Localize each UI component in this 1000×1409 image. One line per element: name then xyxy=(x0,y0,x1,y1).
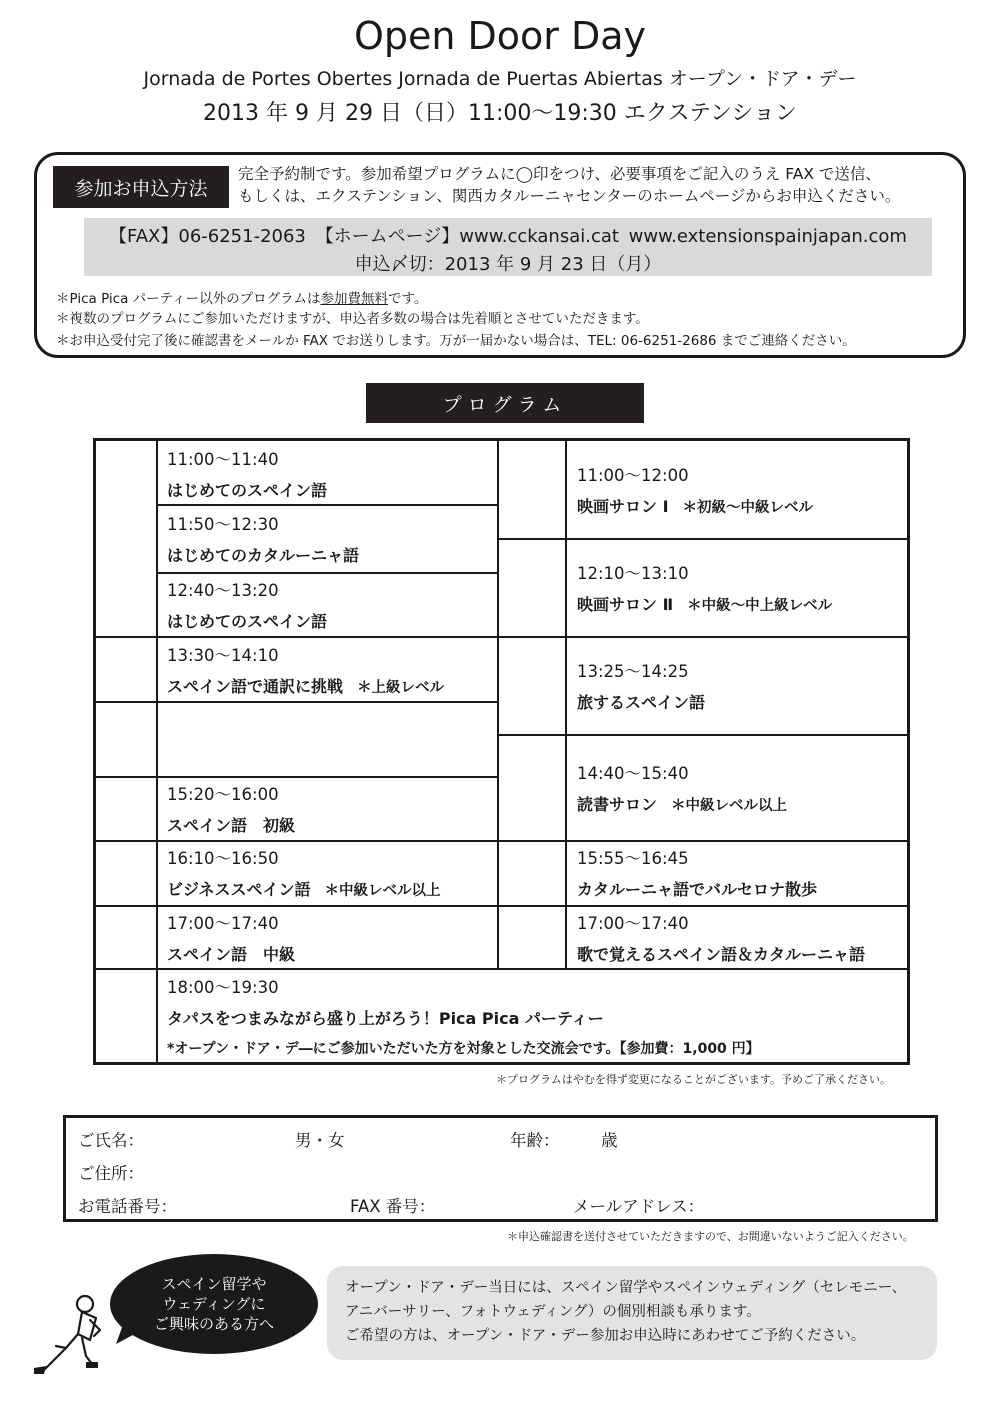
program-item-right-4 xyxy=(577,758,787,820)
program-name: 映画サロン Ⅱ xyxy=(577,595,674,614)
application-instructions xyxy=(238,163,958,207)
program-level: ＊初級〜中級レベル xyxy=(682,500,814,516)
bubble-line: ウェディングに xyxy=(162,1295,266,1313)
row-divider xyxy=(96,905,497,907)
age-field-label: 年齢： xyxy=(510,1131,560,1150)
row-divider xyxy=(156,572,497,574)
program-name: 映画サロン Ⅰ xyxy=(577,497,669,516)
program-time: 11:00〜12:00 xyxy=(577,466,689,485)
program-time: 18:00〜19:30 xyxy=(167,978,279,997)
form-note: ＊申込確認書を送付させていただきますので、お間違いないようご記入ください。 xyxy=(507,1230,914,1243)
left-checkbox-divider xyxy=(156,441,158,968)
name-field-label: ご氏名： xyxy=(78,1131,144,1150)
program-item-right-5 xyxy=(577,843,817,905)
info-line: オープン・ドア・デー当日には、スペイン留学やスペインウェディング（セレモニー、 xyxy=(345,1280,907,1296)
note1-underlined: 参加費無料 xyxy=(320,291,388,307)
row-divider xyxy=(96,776,497,778)
program-name: カタルーニャ語でバルセロナ散歩 xyxy=(577,880,818,899)
application-text-line2: もしくは、エクステンション、関西カタルーニャセンターのホームページからお申込ください。 xyxy=(238,187,901,205)
program-time: 13:25〜14:25 xyxy=(577,662,689,681)
age-unit: 歳 xyxy=(601,1131,618,1150)
program-item-party xyxy=(167,972,760,1064)
note1-post: です。 xyxy=(387,291,428,307)
program-level: ＊中級〜中上級レベル xyxy=(687,598,833,614)
program-level: ＊上級レベル xyxy=(357,680,445,696)
person-figure-icon xyxy=(30,1290,120,1390)
program-name: はじめてのスペイン語 xyxy=(167,612,328,631)
program-time: 12:10〜13:10 xyxy=(577,564,689,583)
program-name: はじめてのカタルーニャ語 xyxy=(167,546,360,565)
row-divider xyxy=(497,905,910,907)
fax-field-label: FAX 番号： xyxy=(350,1197,436,1216)
application-label: 参加お申込方法 xyxy=(53,166,229,208)
row-divider xyxy=(497,840,910,842)
program-item-left-6 xyxy=(167,843,441,905)
program-time: 16:10〜16:50 xyxy=(167,849,279,868)
contact-line: 【FAX】06-6251-2063 【ホームページ】www.cckansai.cat www.extensionspainjapan.com xyxy=(109,226,907,247)
row-divider xyxy=(96,840,497,842)
row-divider xyxy=(497,734,910,736)
program-item-left-2 xyxy=(167,509,359,571)
page-title: Open Door Day xyxy=(353,14,647,58)
program-disclaimer: ＊プログラムはやむを得ず変更になることがございます。予めご了承ください。 xyxy=(496,1073,892,1086)
program-name: 歌で覚えるスペイン語＆カタルーニャ語 xyxy=(577,945,866,964)
info-line: ご希望の方は、オープン・ドア・デー参加お申込時にあわせてご予約ください。 xyxy=(345,1328,866,1344)
program-name: ビジネススペイン語 xyxy=(167,880,311,899)
program-name: スペイン語 初級 xyxy=(167,816,296,835)
program-note: *オープン・ドア・デ―にご参加いただいた方を対象とした交流会です。【参加費：1,000 円】 xyxy=(167,1041,760,1057)
gender-field: 男・女 xyxy=(295,1131,345,1150)
program-time: 13:30〜14:10 xyxy=(167,646,279,665)
program-item-right-2 xyxy=(577,558,832,620)
program-name: はじめてのスペイン語 xyxy=(167,481,328,500)
speech-bubble xyxy=(110,1254,318,1354)
bubble-line: スペイン留学や xyxy=(161,1275,267,1293)
program-header: プログラム xyxy=(366,383,644,423)
program-item-left-5 xyxy=(167,779,295,841)
program-item-left-7 xyxy=(167,908,295,970)
program-level: ＊中級レベル以上 xyxy=(671,798,788,814)
party-checkbox-divider xyxy=(156,968,158,1062)
event-date-line: 2013 年 9 月 29 日（日）11:00〜19:30 エクステンション xyxy=(203,101,797,126)
program-item-left-1 xyxy=(167,444,327,506)
program-time: 15:20〜16:00 xyxy=(167,785,279,804)
program-time: 11:00〜11:40 xyxy=(167,450,279,469)
registration-form xyxy=(63,1115,938,1222)
page-subtitle: Jornada de Portes Obertes Jornada de Puertas Abiertas オープン・ドア・デー xyxy=(143,68,857,90)
program-time: 12:40〜13:20 xyxy=(167,581,279,600)
program-name: スペイン語で通訳に挑戦 xyxy=(167,677,344,696)
email-field-label: メールアドレス： xyxy=(573,1197,705,1216)
deadline-line: 申込〆切：2013 年 9 月 23 日（月） xyxy=(354,254,662,275)
program-name: 旅するスペイン語 xyxy=(577,693,706,712)
program-item-right-1 xyxy=(577,460,813,522)
program-item-left-3 xyxy=(167,575,327,637)
program-time: 15:55〜16:45 xyxy=(577,849,689,868)
program-name: タパスをつまみながら盛り上がろう！Pica Pica パーティー xyxy=(167,1009,604,1028)
row-divider xyxy=(497,538,910,540)
note1-pre: ＊Pica Pica パーティー以外のプログラムは xyxy=(56,291,321,307)
program-level: ＊中級レベル以上 xyxy=(324,883,441,899)
program-item-right-3 xyxy=(577,656,705,718)
note-free-participation xyxy=(56,287,427,307)
info-line: アニバーサリー、フォトウェディング）の個別相談も承ります。 xyxy=(345,1304,761,1320)
schedule-table xyxy=(93,438,910,1065)
phone-field-label: お電話番号： xyxy=(78,1197,177,1216)
program-name: スペイン語 中級 xyxy=(167,945,296,964)
program-name: 読書サロン xyxy=(577,795,658,814)
center-divider xyxy=(497,441,499,968)
program-time: 17:00〜17:40 xyxy=(167,914,279,933)
consultation-info-text xyxy=(345,1276,935,1348)
application-text-line1: 完全予約制です。参加希望プログラムに◯印をつけ、必要事項をご記入のうえ FAX で送信、 xyxy=(238,165,881,183)
address-field-label: ご住所： xyxy=(78,1164,144,1183)
program-time: 17:00〜17:40 xyxy=(577,914,689,933)
program-item-left-4 xyxy=(167,640,444,702)
program-time: 11:50〜12:30 xyxy=(167,515,279,534)
note-first-come: ＊複数のプログラムにご参加いただけますが、申込者多数の場合は先着順とさせていただきます。 xyxy=(56,311,649,327)
program-item-right-6 xyxy=(577,908,865,970)
program-time: 14:40〜15:40 xyxy=(577,764,689,783)
bubble-line: ご興味のある方へ xyxy=(153,1315,274,1333)
note-confirmation: ＊お申込受付完了後に確認書をメールか FAX でお送りします。万が一届かない場合は、TEL: 06-6251-2686 までご連絡ください。 xyxy=(56,333,856,349)
row-divider xyxy=(497,636,910,638)
right-checkbox-divider xyxy=(565,441,567,968)
